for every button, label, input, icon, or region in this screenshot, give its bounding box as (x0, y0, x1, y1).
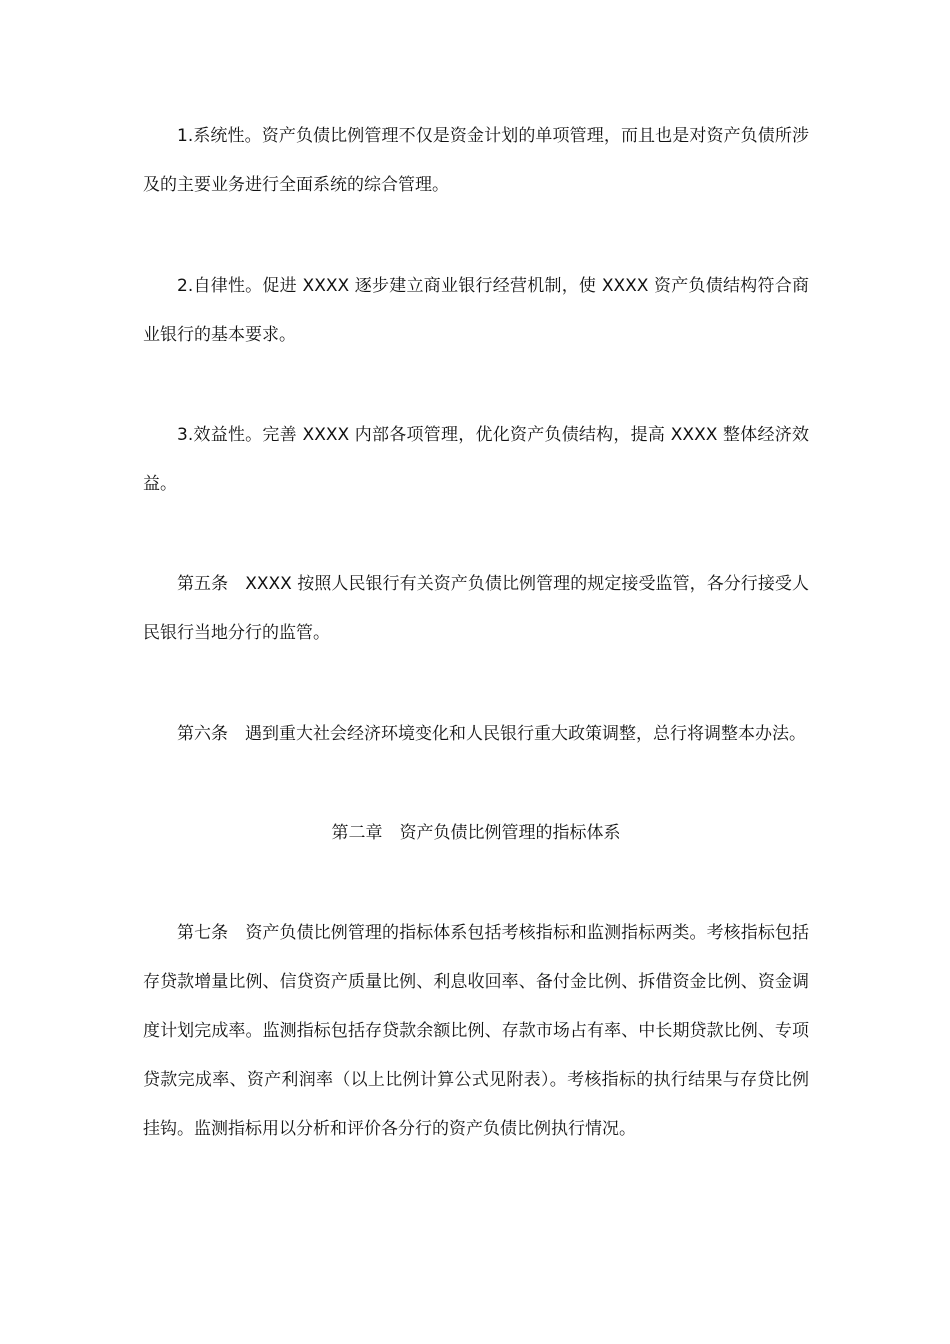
chapter-heading: 第二章 资产负债比例管理的指标体系 (331, 823, 621, 843)
paragraph-self-discipline: 2.自律性。促进 XXXX 逐步建立商业银行经营机制，使 XXXX 资产负债结构符合商业银行的基本要求。 (143, 276, 809, 345)
paragraph-systematic: 1.系统性。资产负债比例管理不仅是资金计划的单项管理，而且也是对资产负债所涉及的主要业务进行全面系统的综合管理。 (143, 126, 809, 195)
article-five: 第五条 XXXX 按照人民银行有关资产负债比例管理的规定接受监管，各分行接受人民银行当地分行的监管。 (143, 574, 809, 643)
article-six: 第六条 遇到重大社会经济环境变化和人民银行重大政策调整，总行将调整本办法。 (177, 724, 806, 744)
article-seven: 第七条 资产负债比例管理的指标体系包括考核指标和监测指标两类。考核指标包括存贷款增量比例、信贷资产质量比例、利息收回率、备付金比例、拆借资金比例、资金调度计划完成率。监测指标包括存贷款余额比例、存款市场占有率、中长期贷款比例、专项贷款完成率、资产利润率（以上比例计算公式见附表）。考核指标的执行结果与存贷比例挂钩。监测指标用以分析和评价各分行的资产负债比例执行情况。 (143, 923, 809, 1139)
paragraph-efficiency: 3.效益性。完善 XXXX 内部各项管理，优化资产负债结构，提高 XXXX 整体经济效益。 (143, 425, 809, 494)
